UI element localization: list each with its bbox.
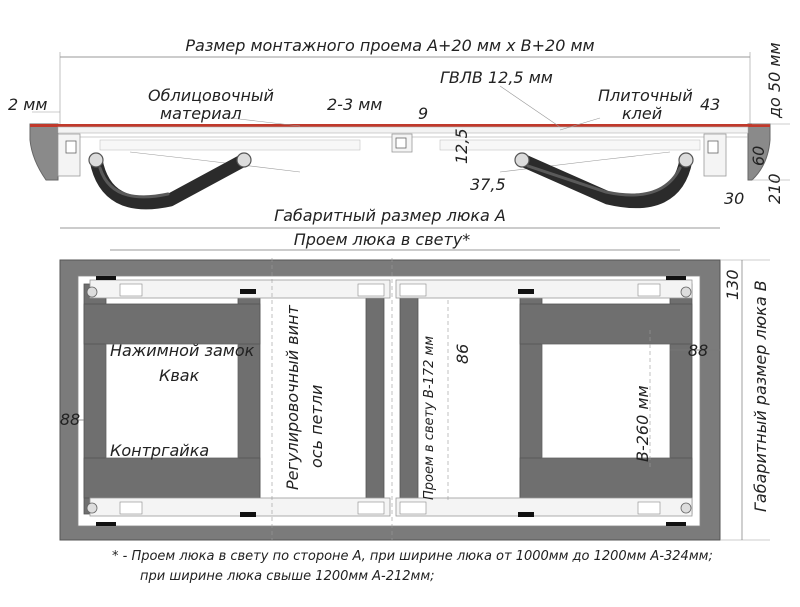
- dim-9-label: 9: [418, 104, 429, 123]
- footnote-line2: при ширине люка свыше 1200мм А-212мм;: [140, 569, 435, 584]
- right-leaf-edge: [400, 290, 418, 512]
- dim-12-5-label: 12,5: [452, 128, 471, 164]
- push-lock-icon: [87, 287, 97, 297]
- dim-88-right-label: 88: [687, 341, 709, 360]
- dim-43-label: 43: [700, 95, 721, 114]
- push-lock-label-line1: Нажимной замок: [110, 341, 255, 360]
- dim-37-5-label: 37,5: [470, 175, 506, 194]
- footnote: [112, 549, 713, 584]
- dim-60-label: 60: [749, 145, 768, 166]
- facing-label-line1: Облицовочный: [148, 86, 274, 105]
- gap-2-3mm-label: 2-3 мм: [327, 95, 383, 114]
- right-frame-profile: [704, 134, 726, 176]
- opening-size-label: Размер монтажного проема А+20 мм х В+20 мм: [185, 36, 595, 55]
- adjusting-screw-label-line1: Регулировочный винт: [283, 305, 302, 490]
- clear-opening-label: Проем люка в свету*: [293, 230, 471, 249]
- plan-view: [60, 206, 770, 540]
- overall-a-label: Габаритный размер люка А: [274, 206, 506, 225]
- tile-label-line1: Плиточный: [598, 86, 693, 105]
- facing-material-layer: [30, 124, 770, 127]
- left-hinge-arm: [96, 160, 244, 203]
- tile-label-line2: клей: [622, 104, 663, 123]
- b-minus-260-label: В-260 мм: [633, 385, 652, 462]
- gap-2mm-label: 2 мм: [8, 95, 48, 114]
- overall-b-label: Габаритный размер люка В: [751, 280, 770, 512]
- counter-nut-label: Контргайка: [110, 441, 210, 460]
- right-hinge-arm: [522, 160, 686, 202]
- push-lock-label-line2: Квак: [159, 366, 200, 385]
- gvlv-board: [58, 127, 748, 133]
- dim-130-label: 130: [723, 269, 742, 300]
- footnote-line1: * - Проем люка в свету по стороне А, при ширине люка от 1000мм до 1200мм А-324мм;: [112, 549, 713, 564]
- dim-up-to-50-label: до 50 мм: [765, 42, 784, 118]
- gvlv-label: ГВЛВ 12,5 мм: [440, 68, 553, 87]
- adjusting-screw-label-line2: ось петли: [307, 384, 326, 468]
- dim-88-left-label: 88: [59, 410, 81, 429]
- dim-86-label: 86: [453, 343, 472, 364]
- left-leaf-edge: [366, 290, 384, 512]
- dim-30-label: 30: [724, 189, 745, 208]
- clear-b-label: Проем в свету В-172 мм: [422, 335, 437, 500]
- dim-210-label: 210: [765, 173, 784, 204]
- cross-section: [8, 36, 790, 208]
- left-frame-profile: [58, 134, 80, 176]
- left-floor-edge: [30, 124, 58, 180]
- facing-label-line2: материал: [160, 104, 242, 123]
